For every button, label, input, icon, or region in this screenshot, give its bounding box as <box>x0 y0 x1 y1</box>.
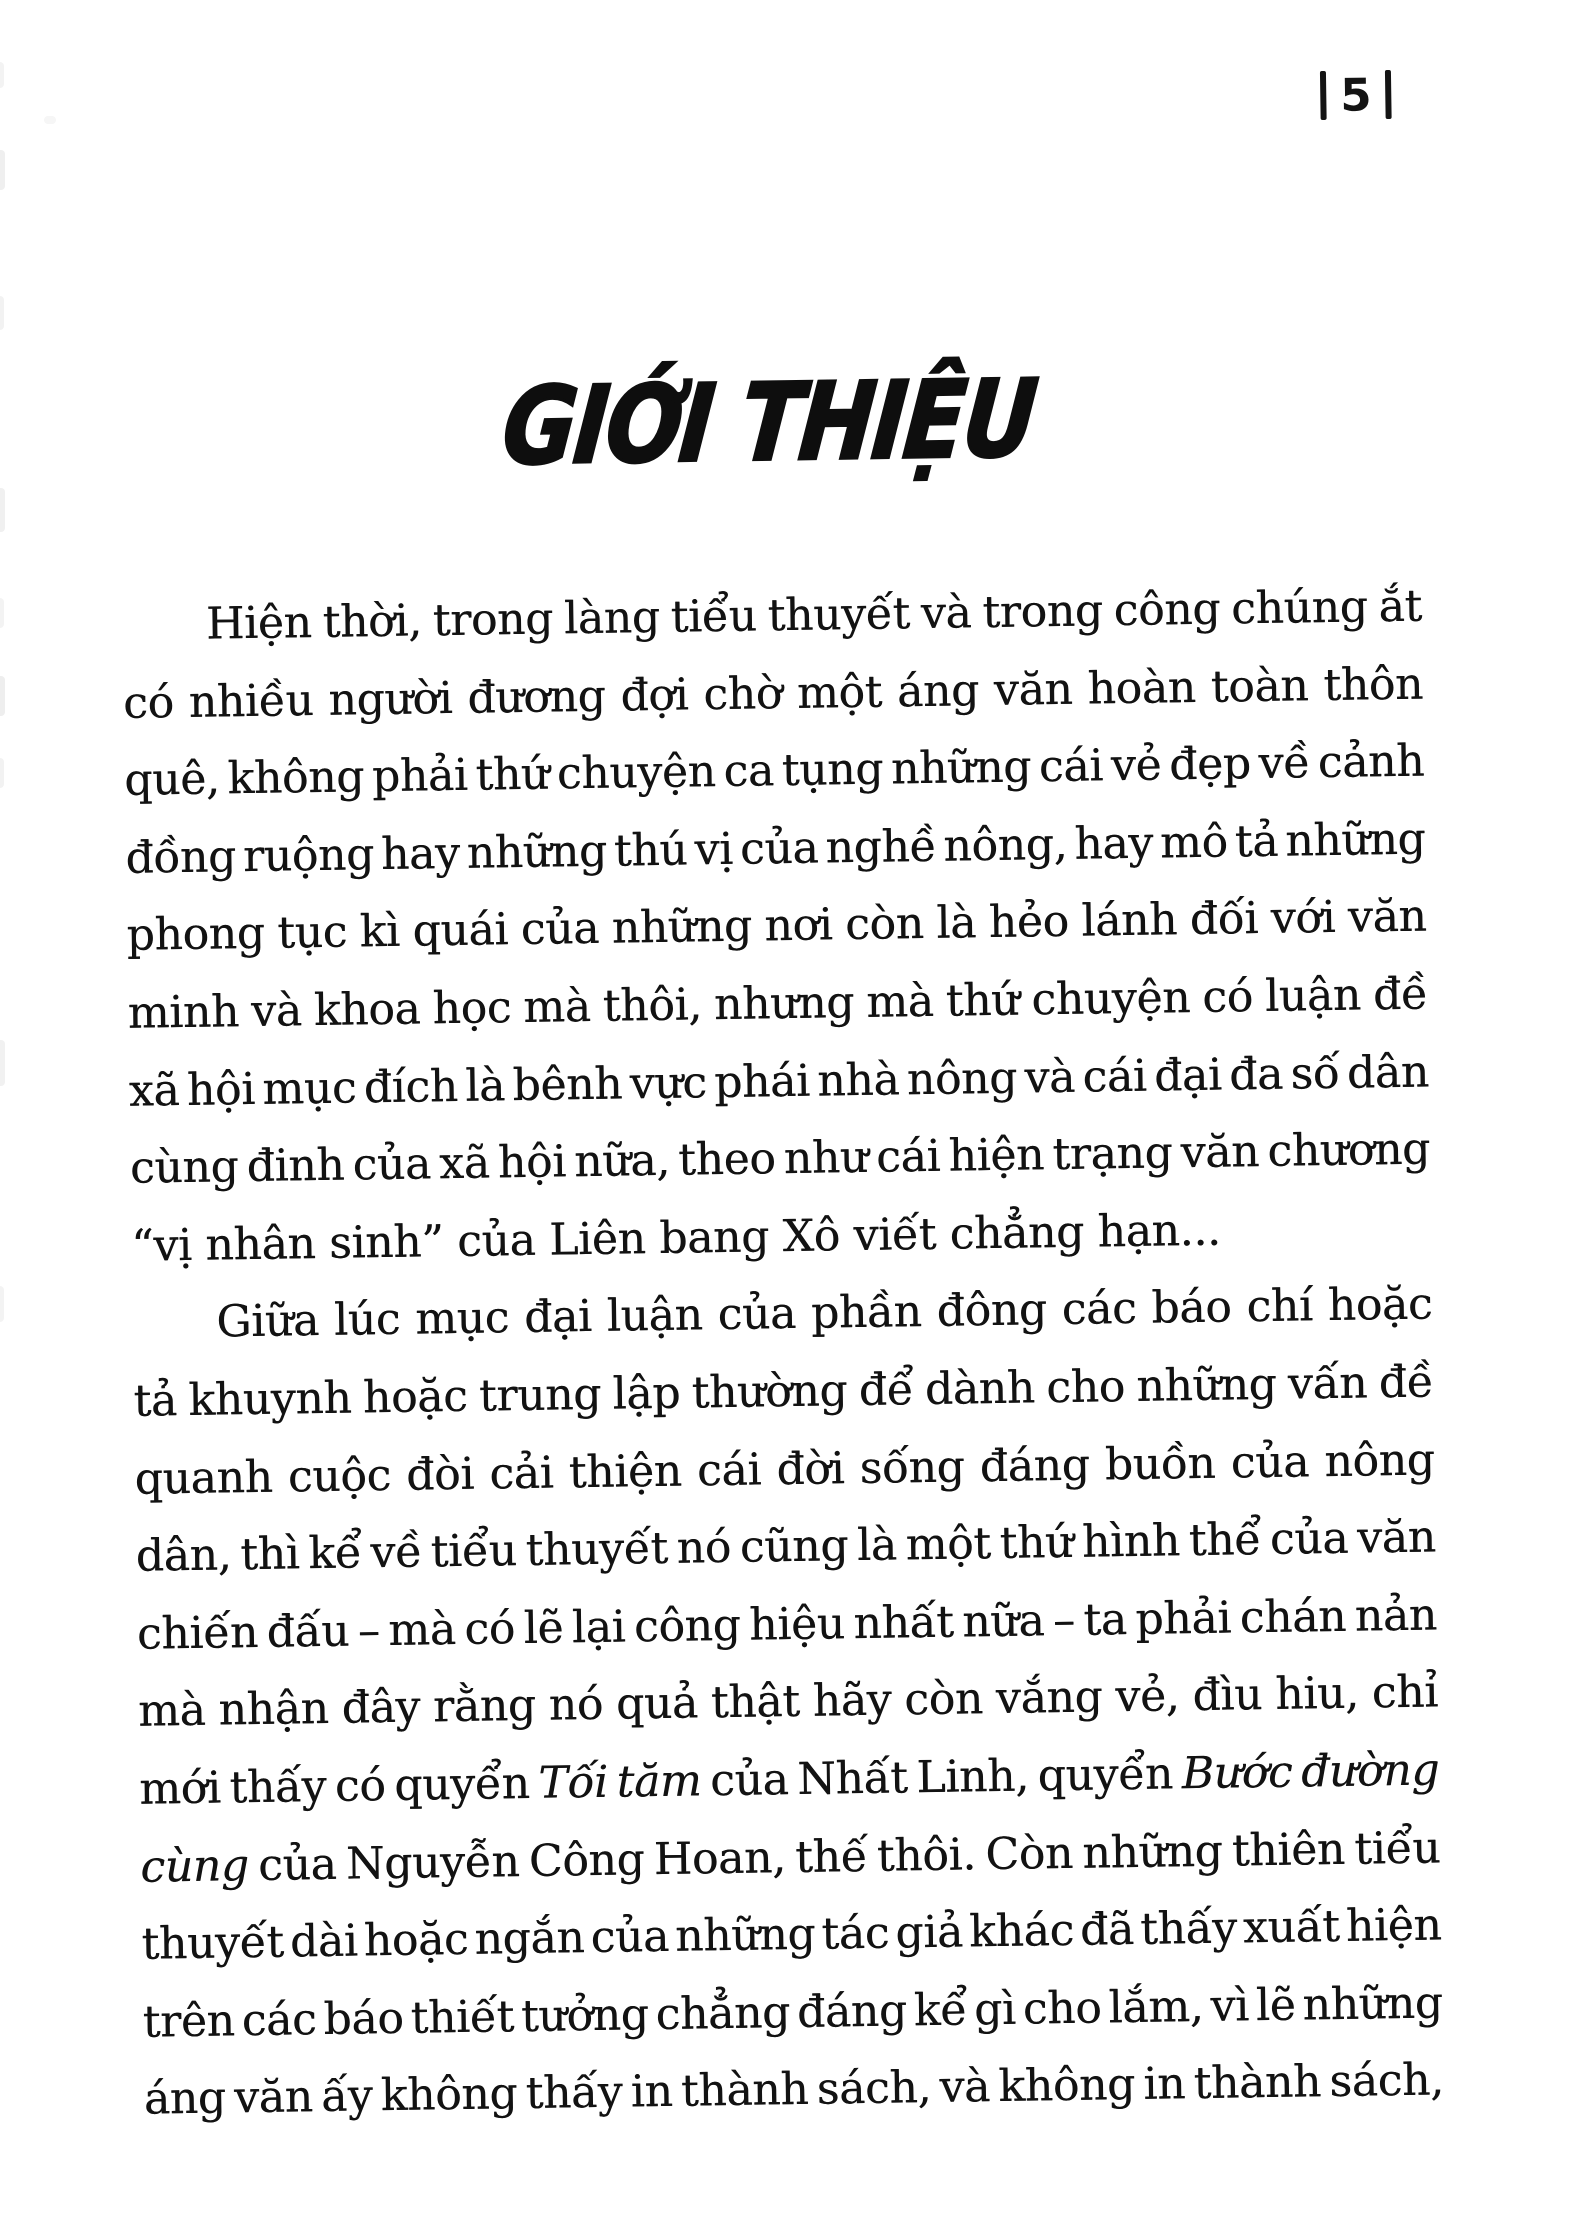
text-segment: trên các báo thiết tưởng chẳng đáng kể gì cho lắm, vì lẽ những <box>142 1977 1443 2048</box>
paragraph <box>132 1266 1445 2139</box>
text-segment: Hiện thời, trong làng tiểu thuyết và trong công chúng ắt <box>205 580 1423 650</box>
text-segment: của Nguyễn Công Hoan, thế thôi. Còn những thiên tiểu <box>248 1821 1441 1891</box>
text-line-content <box>135 1512 1436 1582</box>
text-line-content <box>130 1124 1431 1194</box>
text-line-content <box>134 1434 1435 1504</box>
text-line-content <box>126 891 1427 961</box>
text-segment: mà nhận đây rằng nó quả thật hãy còn vắng vẻ, đìu hiu, chỉ <box>137 1666 1439 1738</box>
page-number-right-bar <box>1385 70 1392 119</box>
page-number <box>1320 70 1392 120</box>
paragraph <box>121 568 1431 1286</box>
text-line-content <box>138 1667 1439 1737</box>
body-text <box>121 568 1444 2139</box>
text-line-content <box>124 736 1425 806</box>
text-line-content <box>127 968 1428 1038</box>
text-segment: tả khuynh hoặc trung lập thường để dành cho những vấn đề <box>133 1356 1434 1427</box>
text-line-content <box>125 813 1426 883</box>
text-line-content <box>129 1046 1430 1116</box>
chapter-title: GIỚI THIỆU <box>498 357 1041 489</box>
text-line-content <box>139 1744 1440 1814</box>
text-segment: dân, thì kể về tiểu thuyết nó cũng là một thứ hình thể của văn <box>135 1511 1437 1582</box>
text-segment: của Nhất Linh, quyển <box>700 1748 1183 1807</box>
text-line-content <box>216 1279 1433 1348</box>
text-line-content <box>123 658 1424 728</box>
text-segment: Giữa lúc mục đại luận của phần đông các báo chí hoặc <box>215 1278 1433 1348</box>
text-segment: minh và khoa học mà thôi, nhưng mà thứ chuyện có luận đề <box>127 968 1429 1039</box>
text-line-content <box>144 2055 1445 2125</box>
text-line-content <box>133 1356 1434 1426</box>
text-line-content <box>137 1589 1438 1659</box>
text-segment: quê, không phải thứ chuyện ca tụng những cái vẻ đẹp về cảnh <box>123 735 1425 807</box>
page-number-value: 5 <box>1339 68 1372 122</box>
text-line-content <box>140 1822 1441 1892</box>
text-segment: quanh cuộc đòi cải thiện cái đời sống đáng buồn của nông <box>134 1434 1435 1505</box>
text-segment: cùng đinh của xã hội nữa, theo như cái hiện trạng văn chương <box>129 1123 1431 1194</box>
text-segment: mới thấy có quyển <box>138 1757 539 1815</box>
text-line-content <box>131 1204 1221 1271</box>
text-segment: “vị nhân sinh” của Liên bang Xô viết chẳng hạn... <box>130 1204 1222 1272</box>
text-segment: xã hội mục đích là bênh vực phái nhà nông và cái đại đa số dân <box>128 1046 1430 1117</box>
book-title-reference: Bước đường <box>1181 1744 1440 1800</box>
book-title-reference: Tối tăm <box>537 1755 702 1809</box>
text-segment: chiến đấu – mà có lẽ lại công hiệu nhất nữa – ta phải chán nản <box>136 1589 1438 1660</box>
text-segment: đồng ruộng hay những thú vị của nghề nông, hay mô tả những <box>125 813 1426 884</box>
text-segment: thuyết dài hoặc ngắn của những tác giả khác đã thấy xuất hiện <box>141 1899 1442 1970</box>
text-segment: áng văn ấy không thấy in thành sách, và không in thành sách, <box>143 2054 1445 2125</box>
text-segment: có nhiều người đương đợi chờ một áng văn hoàn toàn thôn <box>122 658 1424 729</box>
text-line-content <box>141 1900 1442 1970</box>
page-number-left-bar <box>1320 71 1327 120</box>
text-line-content <box>142 1977 1443 2047</box>
book-title-reference: cùng <box>140 1839 250 1893</box>
text-segment: phong tục kì quái của những nơi còn là hẻo lánh đối với văn <box>126 890 1427 962</box>
text-line-content <box>206 581 1423 650</box>
